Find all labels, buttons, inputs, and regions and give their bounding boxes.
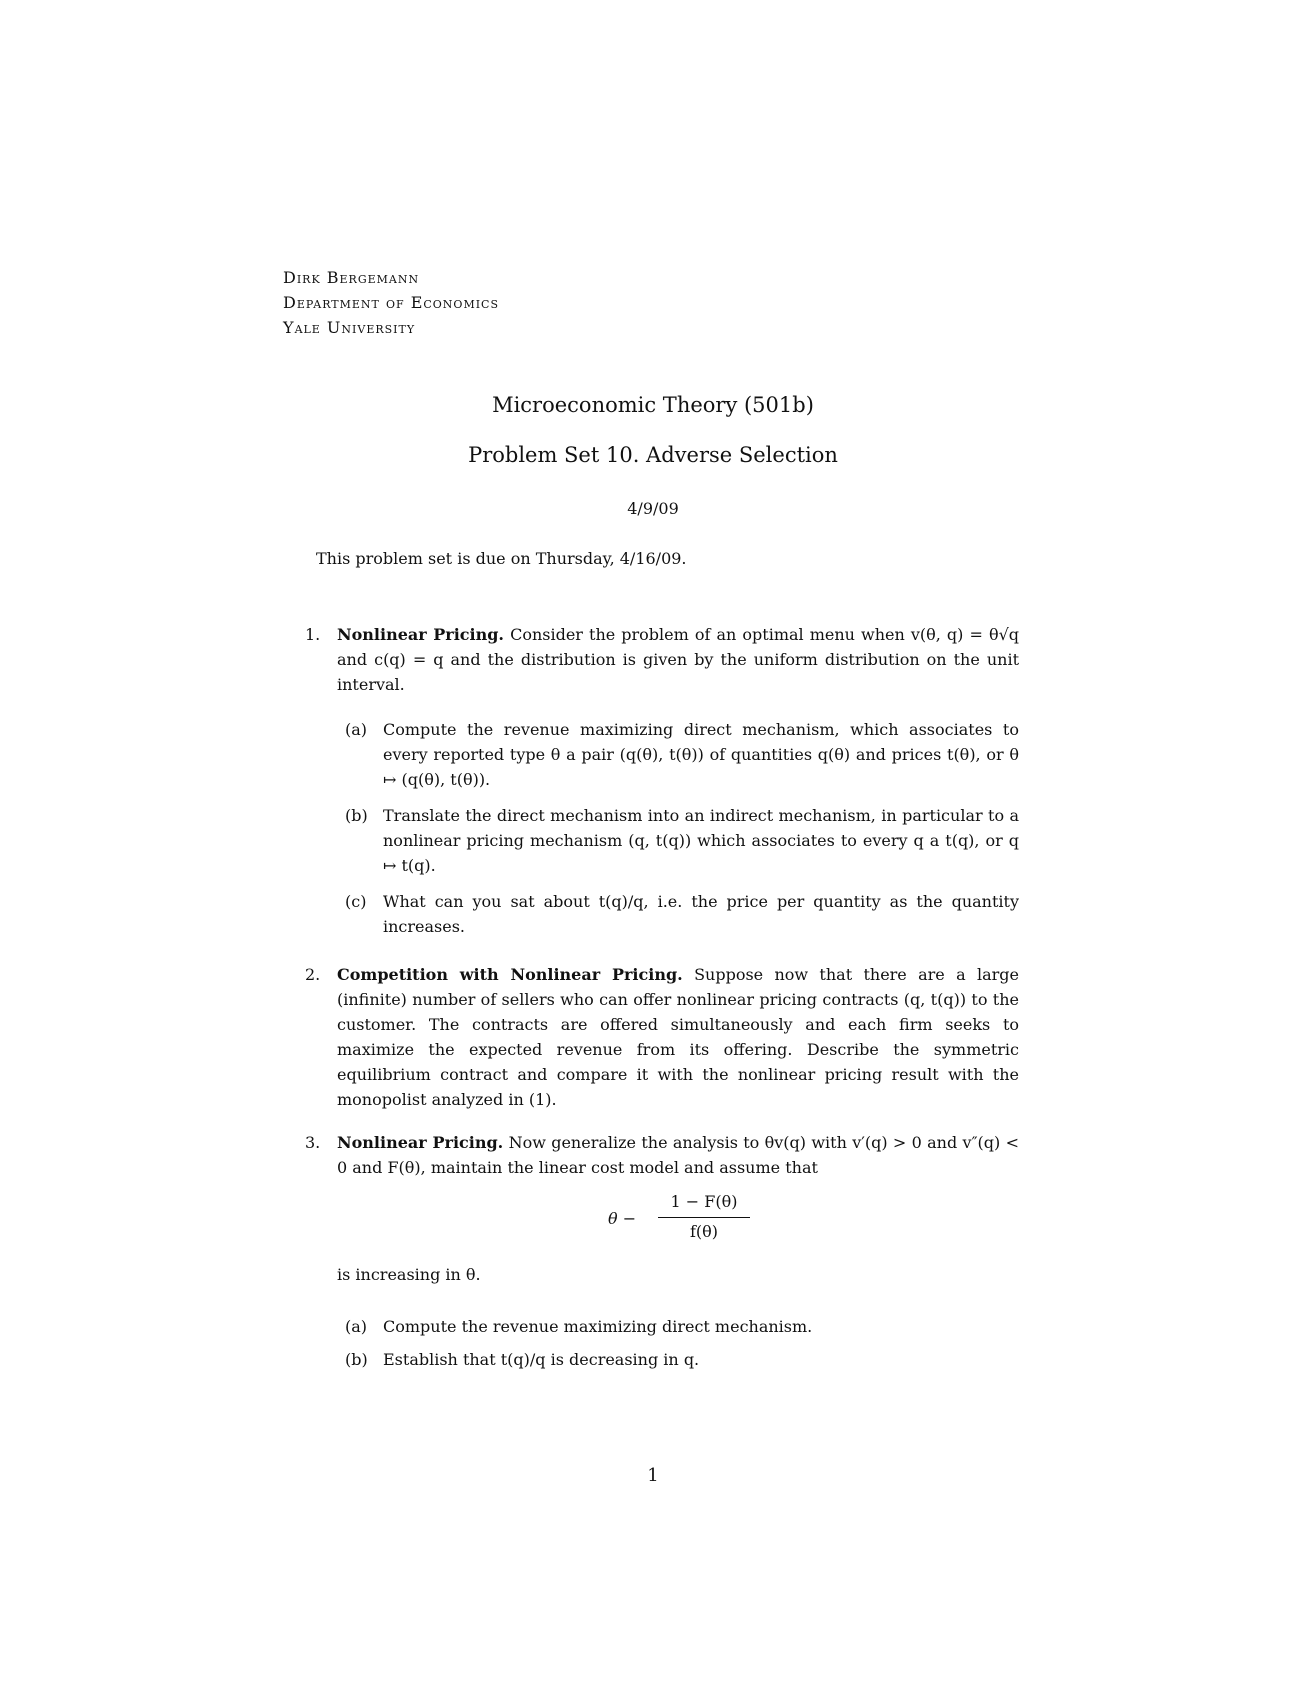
problem-text: Suppose now that there are a large (infinite) number of sellers who can offer nonlinear pricing contracts (q, t(q)) to the customer. The contracts are offered simultaneously and each firm seeks to maximize the expected revenue from its offering. Describe the symmetric equilibrium contract and compare it with the nonlinear pricing result with the monopolist analyzed in (1). bbox=[337, 965, 1019, 1109]
subproblem-label: (a) bbox=[345, 1317, 368, 1336]
author-name: Dirk Bergemann bbox=[283, 268, 420, 287]
hazard-rate-formula bbox=[560, 1192, 760, 1248]
subproblem-label: (b) bbox=[345, 1350, 368, 1369]
subproblem-label: (c) bbox=[345, 892, 367, 911]
problem-number: 3. bbox=[305, 1133, 321, 1152]
problem-number: 2. bbox=[305, 965, 321, 984]
formula-denominator: f(θ) bbox=[689, 1222, 719, 1241]
university: Yale University bbox=[283, 318, 416, 337]
date: 4/9/09 bbox=[627, 499, 679, 518]
problem-title: Nonlinear Pricing. bbox=[337, 625, 504, 644]
subproblem-3a bbox=[345, 1314, 1019, 1339]
due-date-note: This problem set is due on Thursday, 4/16/09. bbox=[316, 549, 687, 568]
subproblem-text: Compute the revenue maximizing direct mechanism. bbox=[383, 1317, 813, 1336]
problem-title: Competition with Nonlinear Pricing. bbox=[337, 965, 683, 984]
problem-1 bbox=[305, 622, 1019, 697]
subproblem-label: (b) bbox=[345, 806, 368, 825]
author-header bbox=[283, 265, 499, 340]
subproblem-text: Compute the revenue maximizing direct mechanism, which associates to every reported type θ a pair (q(θ), t(θ)) of quantities q(θ) and prices t(θ), or θ ↦ (q(θ), t(θ)). bbox=[383, 720, 1019, 789]
subproblem-label: (a) bbox=[345, 720, 368, 739]
problem-text: Now generalize the analysis to θv(q) with v′(q) > 0 and v″(q) < 0 and F(θ), maintain the linear cost model and assume that bbox=[337, 1133, 1020, 1177]
subproblem-1c bbox=[345, 889, 1019, 939]
course-title: Microeconomic Theory (501b) bbox=[492, 393, 814, 417]
subproblem-1a bbox=[345, 717, 1019, 792]
formula-followup: is increasing in θ. bbox=[337, 1265, 481, 1284]
subproblem-text: What can you sat about t(q)/q, i.e. the price per quantity as the quantity increases. bbox=[383, 892, 1019, 936]
subproblem-text: Translate the direct mechanism into an indirect mechanism, in particular to a nonlinear pricing mechanism (q, t(q)) which associates to every q a t(q), or q ↦ t(q). bbox=[383, 806, 1019, 875]
problem-text: Consider the problem of an optimal menu when v(θ, q) = θ√q and c(q) = q and the distribution is given by the uniform distribution on the unit interval. bbox=[337, 625, 1020, 694]
subproblem-3b bbox=[345, 1347, 1019, 1372]
subproblem-1b bbox=[345, 803, 1019, 878]
problem-set-title: Problem Set 10. Adverse Selection bbox=[468, 443, 838, 467]
page-number: 1 bbox=[647, 1465, 659, 1486]
problem-title: Nonlinear Pricing. bbox=[337, 1133, 504, 1152]
subproblem-text: Establish that t(q)/q is decreasing in q. bbox=[383, 1350, 700, 1369]
problem-number: 1. bbox=[305, 625, 321, 644]
problem-3 bbox=[305, 1130, 1019, 1180]
department: Department of Economics bbox=[283, 293, 500, 312]
formula-lhs: θ − bbox=[608, 1209, 637, 1228]
fraction-bar bbox=[658, 1217, 750, 1218]
problem-2 bbox=[305, 962, 1019, 1112]
formula-numerator: 1 − F(θ) bbox=[670, 1192, 738, 1211]
